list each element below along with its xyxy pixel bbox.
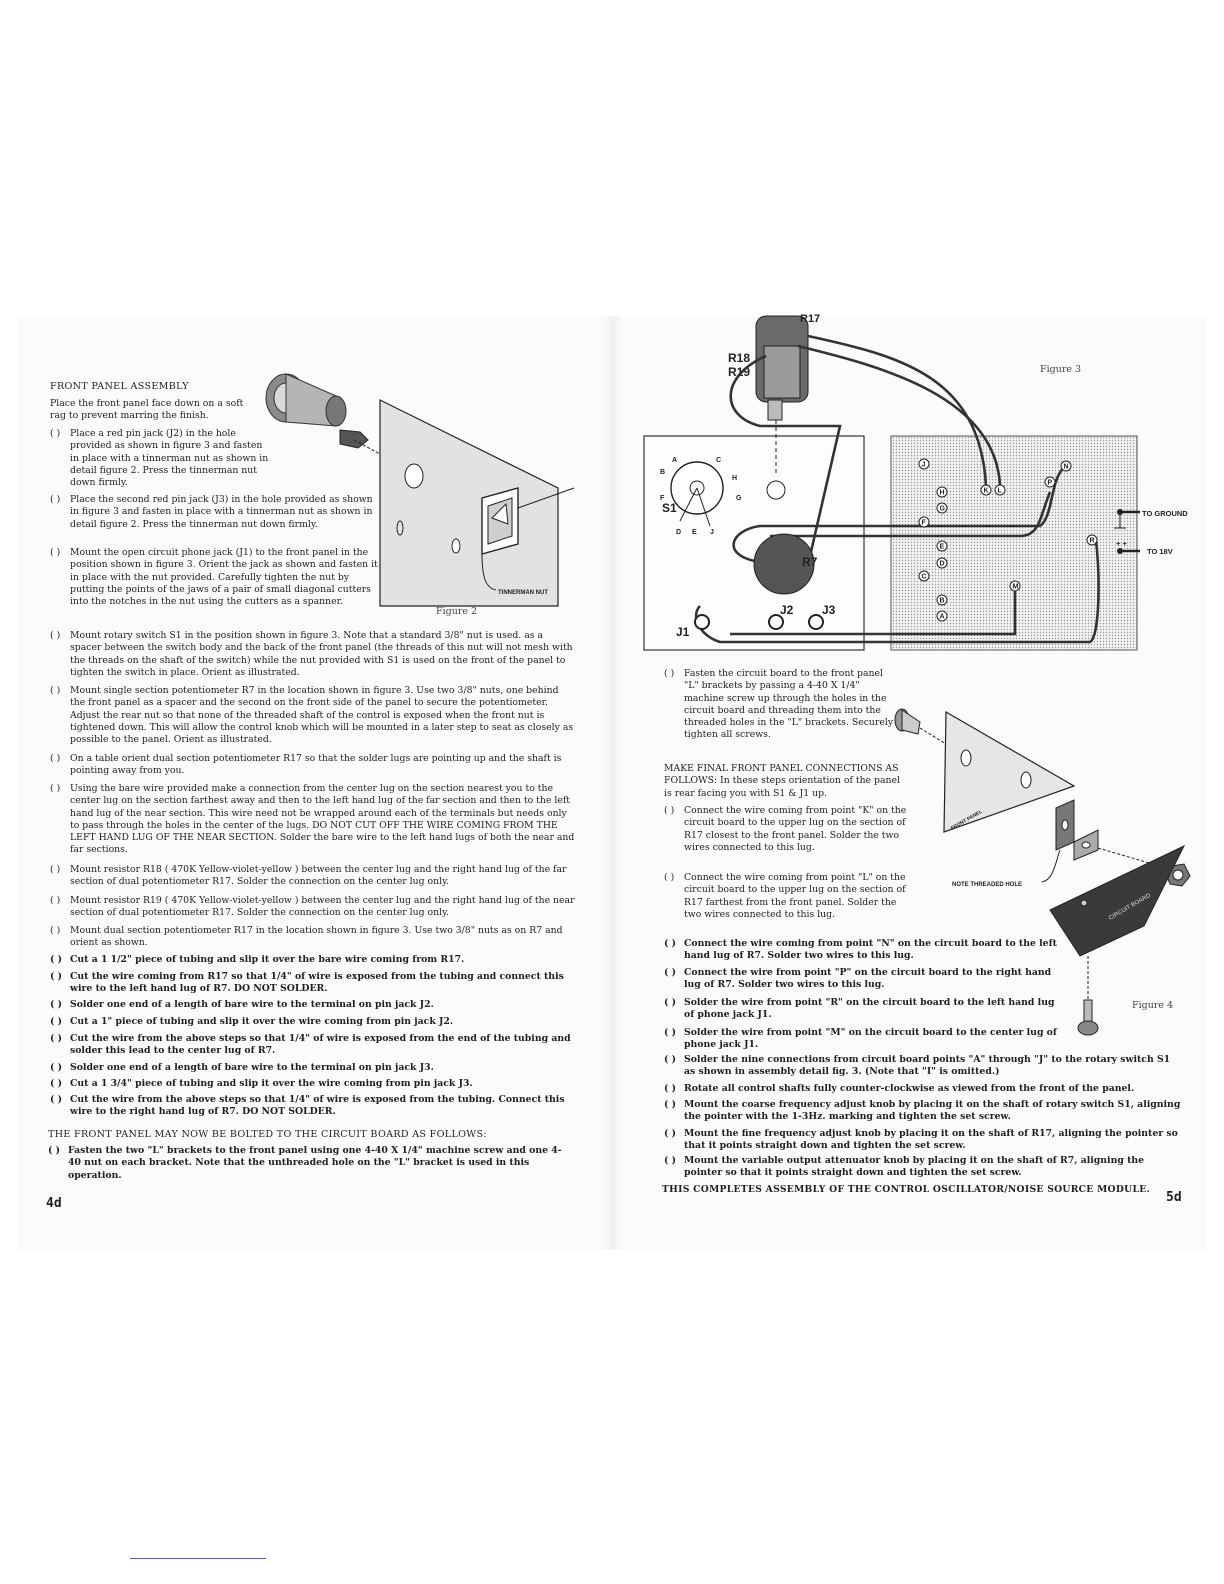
step-l-6: ( ) On a table orient dual section potentiometer R17 so that the solder lugs are pointing up and the shaft is pointing away from you. — [50, 753, 562, 777]
step-r-5: ( ) Connect the wire from point "P" on the circuit board to the right hand lug of R7. Solder two wires to this lug. — [664, 967, 1052, 991]
to-ground-label: TO GROUND — [1142, 509, 1188, 518]
page-number-right: 5d — [1166, 1190, 1182, 1205]
point-p: P — [1047, 479, 1053, 487]
checkbox[interactable]: ( ) — [50, 630, 61, 641]
step-l-8: ( ) Mount resistor R18 ( 470K Yellow-violet-yellow ) between the center lug and the right hand lug of the far section of dual potentiometer R17. Solder the connection on the center lug only. — [50, 864, 567, 888]
checkbox[interactable]: ( ) — [50, 428, 61, 439]
checkbox[interactable]: ( ) — [50, 685, 61, 696]
l-bracket — [1056, 800, 1098, 860]
step-l-14: ( ) Cut a 1" piece of tubing and slip it over the wire coming from pin jack J2. — [50, 1016, 454, 1027]
point-h: H — [939, 489, 945, 497]
step-r-2: ( ) Connect the wire coming from point "K" on the circuit board to the upper lug on the section of R17 closest to the front panel. Solder the two wires connected to this lug. — [664, 805, 907, 853]
sw-lug-b: B — [660, 469, 666, 476]
pin-jack-illustration — [266, 374, 368, 448]
checkbox[interactable]: ( ) — [50, 1033, 63, 1044]
note-threaded-hole-label: NOTE THREADED HOLE — [952, 882, 1023, 888]
tinnerman-nut-illustration — [482, 488, 518, 554]
point-n: N — [1063, 463, 1069, 471]
step-r-10: ( ) Mount the coarse frequency adjust knob by placing it on the shaft of rotary switch S1, aligning the pointer with the 1-3Hz. marking and tighten the set screw. — [664, 1099, 1181, 1123]
checkbox[interactable]: ( ) — [50, 954, 63, 965]
j2-label: J2 — [780, 603, 794, 617]
checkbox[interactable]: ( ) — [664, 1128, 677, 1139]
step-r-6: ( ) Solder the wire from point "R" on the circuit board to the left hand lug of phone jack J1. — [664, 997, 1055, 1021]
page-number-left: 4d — [46, 1196, 62, 1211]
bolt-heading: THE FRONT PANEL MAY NOW BE BOLTED TO THE CIRCUIT BOARD AS FOLLOWS: — [48, 1129, 487, 1140]
plus-label: + + — [1116, 539, 1127, 548]
point-a: A — [939, 613, 945, 621]
step-l-5: ( ) Mount single section potentiometer R7 in the location shown in figure 3. Use two 3/8" nuts, one behind the front panel as a spacer and the second on the front side of the panel to secure the potentiometer. Adjust the rear nut so that none of the threaded shaft of the control is exposed when the front nut is tightened down. This will allow the control knob which will be mounted in a later step to seat as closely as possible to the panel. Orient as illustrated. — [50, 685, 574, 746]
step-l-11: ( ) Cut a 1 1/2" piece of tubing and slip it over the bare wire coming from R17. — [50, 954, 465, 965]
point-e: E — [939, 543, 945, 551]
intro-text: Place the front panel face down on a soft rag to prevent marring the finish. — [50, 398, 244, 422]
checkbox[interactable]: ( ) — [664, 997, 677, 1008]
step-l-16: ( ) Solder one end of a length of bare wire to the terminal on pin jack J3. — [50, 1062, 434, 1073]
front-panel-assembly-heading: FRONT PANEL ASSEMBLY — [50, 381, 189, 392]
sw-lug-j: J — [710, 529, 714, 536]
checkbox[interactable]: ( ) — [664, 1083, 677, 1094]
checkbox[interactable]: ( ) — [50, 547, 61, 558]
step-l-18: ( ) Cut the wire from the above steps so that 1/4" of wire is exposed from the tubing. Connect this wire to the right hand lug of R7. DO NOT SOLDER. — [50, 1094, 565, 1118]
r18-label: R18 — [728, 351, 751, 365]
figure-2-caption: Figure 2 — [436, 606, 478, 617]
checkbox[interactable]: ( ) — [50, 1062, 63, 1073]
checkbox[interactable]: ( ) — [664, 805, 675, 816]
r7-label: R7 — [802, 555, 818, 569]
point-f: F — [921, 519, 926, 527]
jack-j2 — [769, 615, 783, 629]
step-r-7: ( ) Solder the wire from point "M" on the circuit board to the center lug of phone jack J1. — [664, 1027, 1057, 1051]
circuit-board-label: CIRCUIT BOARD — [1108, 892, 1152, 922]
machine-screw-top — [895, 709, 920, 734]
figure-4-caption: Figure 4 — [1132, 1000, 1174, 1011]
checkbox[interactable]: ( ) — [50, 753, 61, 764]
checkbox[interactable]: ( ) — [50, 864, 61, 875]
figure-4 — [884, 700, 1194, 1045]
step-l-bolt: ( ) Fasten the two "L" brackets to the front panel using one 4-40 X 1/4" machine screw and one 4-40 nut on each bracket. Note that the unthreaded hole on the "L" bracket is used in this operation. — [48, 1145, 562, 1181]
checkbox[interactable]: ( ) — [664, 1027, 677, 1038]
step-r-4: ( ) Connect the wire coming from point "N" on the circuit board to the left hand lug of R7. Solder two wires to this lug. — [664, 938, 1057, 962]
step-r-1: ( ) Fasten the circuit board to the front panel "L" brackets by passing a 4-40 X 1/4" machine screw up through the holes in the circuit board and threading them into the threaded holes in the "L" brackets. Securely tighten all screws. — [664, 668, 894, 741]
j1-label: J1 — [676, 625, 690, 639]
checkbox[interactable]: ( ) — [664, 1054, 677, 1065]
step-l-9: ( ) Mount resistor R19 ( 470K Yellow-violet-yellow ) between the center lug and the right hand lug of the near section of dual potentiometer R17. Solder the connection on the center lug only. — [50, 895, 575, 919]
checkbox[interactable]: ( ) — [664, 1099, 677, 1110]
step-l-15: ( ) Cut the wire from the above steps so that 1/4" of wire is exposed from the end of the tubing and solder this lead to the center lug of R7. — [50, 1033, 571, 1057]
checkbox[interactable]: ( ) — [664, 668, 675, 679]
sw-lug-a: A — [672, 457, 678, 464]
step-r-11: ( ) Mount the fine frequency adjust knob by placing it on the shaft of R17, aligning the pointer so that it points straight down and tighten the set screw. — [664, 1128, 1178, 1152]
checkbox[interactable]: ( ) — [664, 938, 677, 949]
point-c: C — [921, 573, 927, 581]
point-l: L — [997, 487, 1002, 495]
checkbox[interactable]: ( ) — [664, 967, 677, 978]
sw-lug-e: E — [692, 529, 697, 536]
point-j: J — [921, 461, 926, 469]
point-k: K — [983, 487, 989, 495]
checkbox[interactable]: ( ) — [50, 999, 63, 1010]
tinnerman-nut-label: TINNERMAN NUT — [498, 590, 548, 596]
checkbox[interactable]: ( ) — [48, 1145, 61, 1156]
step-l-13: ( ) Solder one end of a length of bare wire to the terminal on pin jack J2. — [50, 999, 434, 1010]
point-b: B — [939, 597, 945, 605]
checkbox[interactable]: ( ) — [50, 971, 63, 982]
point-m: M — [1012, 583, 1019, 591]
jack-j1 — [695, 615, 709, 629]
checkbox[interactable]: ( ) — [50, 925, 61, 936]
sw-lug-h: H — [732, 475, 738, 482]
front-panel-label: FRONT PANEL — [950, 808, 984, 832]
step-l-4: ( ) Mount rotary switch S1 in the position shown in figure 3. Note that a standard 3/8" nut is used. as a spacer between the switch body and the back of the front panel (the threads of this nut will not mesh with the threads on the shaft of the switch) while the nut provided with S1 is used on the front of the panel to tighten the switch in place. Orient as illustrated. — [50, 630, 573, 678]
sw-lug-f: F — [660, 495, 665, 502]
step-r-8: ( ) Solder the nine connections from circuit board points "A" through "J" to the rotary switch S1 as shown in assembly detail fig. 3. (Note that "I" is omitted.) — [664, 1054, 1171, 1078]
circuit-board-part — [1050, 846, 1184, 956]
figure-3-caption: Figure 3 — [1040, 364, 1082, 375]
checkbox[interactable]: ( ) — [50, 494, 61, 505]
checkbox[interactable]: ( ) — [50, 1016, 63, 1027]
sw-lug-g: G — [736, 495, 742, 502]
sw-lug-c: C — [716, 457, 722, 464]
front-panel-part — [944, 712, 1074, 832]
step-l-1: ( ) Place a red pin jack (J2) in the hole provided as shown in figure 3 and fasten in place with a tinnerman nut as shown in detail figure 2. Press the tinnerman nut down firmly. — [50, 428, 269, 489]
step-r-3: ( ) Connect the wire coming from point "L" on the circuit board to the upper lug on the section of R17 farthest from the front panel. Solder the two wires connected to this lug. — [664, 872, 906, 920]
figure-2 — [256, 368, 576, 618]
step-l-12: ( ) Cut the wire coming from R17 so that 1/4" of wire is exposed from the tubing and connect this wire to the left hand lug of R7. DO NOT SOLDER. — [50, 971, 564, 995]
machine-screw-bottom — [1078, 1000, 1098, 1035]
step-l-17: ( ) Cut a 1 3/4" piece of tubing and slip it over the wire coming from pin jack J3. — [50, 1078, 473, 1089]
step-l-7: ( ) Using the bare wire provided make a connection from the center lug on the section nearest you to the center lug on the section farthest away and then to the left hand lug of the far section and then to the left hand lug of the near section. This wire need not be wrapped around each of the terminals but needs only to pass through the holes in the center of the lugs. DO NOT CUT OFF THE WIRE COMING FROM THE LEFT HAND LUG OF THE NEAR SECTION. Solder the bare wire to the left hand lugs of both the near and far sections. — [50, 783, 575, 856]
point-r: R — [1089, 537, 1095, 545]
figure-3 — [640, 313, 1188, 662]
point-d: D — [939, 560, 945, 568]
step-l-3: ( ) Mount the open circuit phone jack (J1) to the front panel in the position shown in figure 3. Orient the jack as shown and fasten it in place with the nut provided. Carefully tighten the nut by putting the points of the jaws of a pair of small diagonal cutters into the notches in the nut using the cutters as a spanner. — [50, 547, 378, 608]
to-18v-label: TO 18V — [1147, 547, 1173, 556]
closing-statement: THIS COMPLETES ASSEMBLY OF THE CONTROL OSCILLATOR/NOISE SOURCE MODULE. — [662, 1184, 1151, 1195]
checkbox[interactable]: ( ) — [50, 895, 61, 906]
step-l-10: ( ) Mount dual section potentiometer R17 in the location shown in figure 3. Use two 3/8" nuts as on R7 and orient as shown. — [50, 925, 563, 949]
point-g: G — [939, 505, 945, 513]
sw-lug-d: D — [676, 529, 682, 536]
checkbox[interactable]: ( ) — [50, 783, 61, 794]
step-l-2: ( ) Place the second red pin jack (J3) in the hole provided as shown in figure 3 and fasten in place with a tinnerman nut as shown in detail figure 2. Press the tinnerman nut down firmly. — [50, 494, 373, 530]
link-underline — [130, 1558, 266, 1559]
r19-label: R19 — [728, 365, 751, 379]
step-r-12: ( ) Mount the variable output attenuator knob by placing it on the shaft of R7, aligning the pointer so that it points straight down and tighten the set screw. — [664, 1155, 1145, 1179]
j3-label: J3 — [822, 603, 836, 617]
panel-hole — [452, 539, 460, 553]
checkbox[interactable]: ( ) — [50, 1078, 63, 1089]
checkbox[interactable]: ( ) — [50, 1094, 63, 1105]
s1-label: S1 — [662, 501, 677, 515]
panel-hole — [405, 464, 423, 488]
final-connections-heading: MAKE FINAL FRONT PANEL CONNECTIONS AS FOLLOWS: In these steps orientation of the panel is rear facing you with S1 & J1 up. — [664, 763, 900, 799]
jack-j3 — [809, 615, 823, 629]
step-r-9: ( ) Rotate all control shafts fully counter-clockwise as viewed from the front of the panel. — [664, 1083, 1135, 1094]
checkbox[interactable]: ( ) — [664, 1155, 677, 1166]
r17-label: R17 — [800, 313, 821, 325]
checkbox[interactable]: ( ) — [664, 872, 675, 883]
